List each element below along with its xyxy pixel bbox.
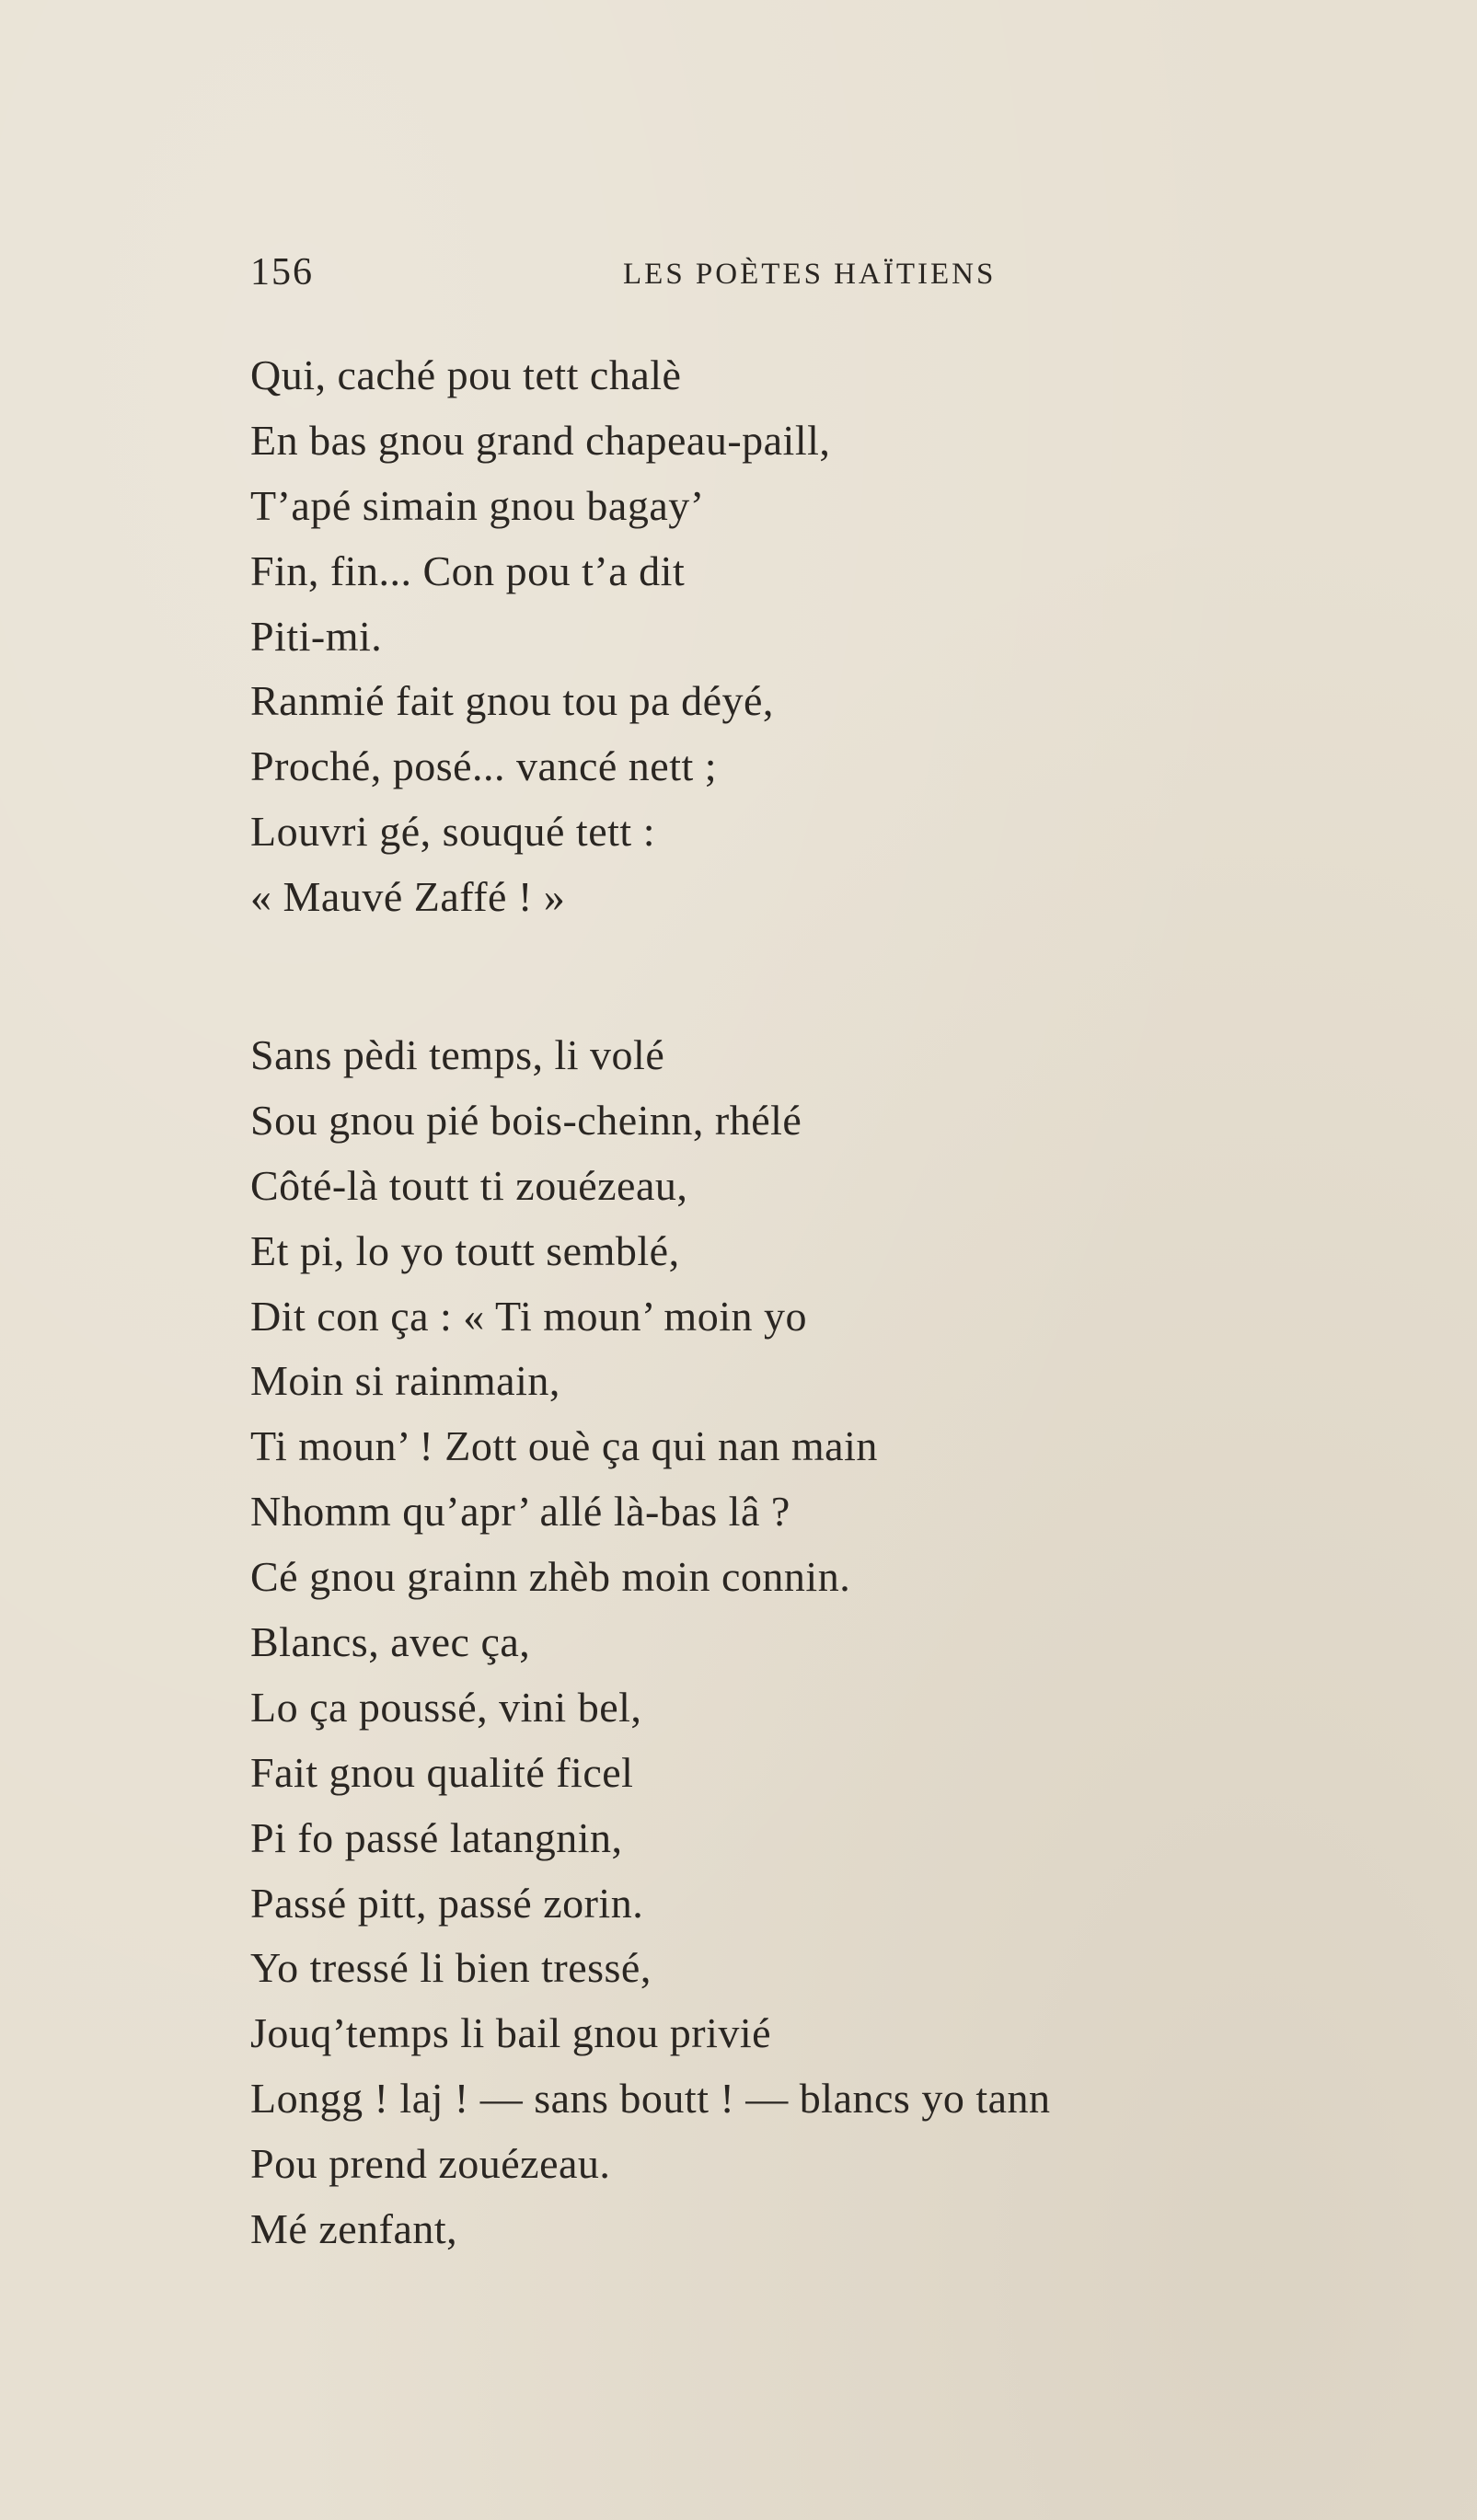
poem-line: Proché, posé... vancé nett ; — [250, 742, 718, 790]
poem-line: Côté-là toutt ti zouézeau, — [250, 1161, 688, 1209]
page-header — [250, 250, 1060, 305]
poem-line: Yo tressé li bien tressé, — [250, 1944, 652, 1992]
running-title: LES POÈTES HAÏTIENS — [623, 258, 997, 291]
poem-line: « Mauvé Zaffé ! » — [250, 873, 566, 921]
poem-line: Pi fo passé latangnin, — [250, 1813, 623, 1861]
poem-line: Jouq’temps li bail gnou privié — [250, 2009, 772, 2057]
poem-line: Louvri gé, souqué tett : — [250, 808, 655, 856]
poem-stanza-2 — [250, 1023, 1051, 2262]
poem-line: Mé zenfant, — [250, 2205, 458, 2253]
poem-stanza-1 — [250, 343, 830, 930]
poem-line: Blancs, avec ça, — [250, 1618, 531, 1666]
poem-line: Moin si rainmain, — [250, 1357, 560, 1405]
poem-line: Longg ! laj ! — sans boutt ! — blancs yo tann — [250, 2075, 1051, 2123]
poem-line: T’apé simain gnou bagay’ — [250, 481, 705, 529]
poem-line: Piti-mi. — [250, 612, 383, 660]
poem-line: Nhomm qu’apr’ allé là-bas lâ ? — [250, 1488, 790, 1536]
poem-line: En bas gnou grand chapeau-paill, — [250, 416, 831, 464]
poem-line: Sou gnou pié bois-cheinn, rhélé — [250, 1096, 802, 1144]
poem-line: Ti moun’ ! Zott ouè ça qui nan main — [250, 1422, 878, 1470]
poem-line: Passé pitt, passé zorin. — [250, 1879, 644, 1927]
poem-line: Cé gnou grainn zhèb moin connin. — [250, 1553, 851, 1601]
poem-line: Et pi, lo yo toutt semblé, — [250, 1226, 680, 1274]
page-number: 156 — [250, 251, 314, 293]
poem-line: Pou prend zouézeau. — [250, 2140, 611, 2188]
poem-line: Lo ça poussé, vini bel, — [250, 1683, 642, 1731]
poem-line: Fin, fin... Con pou t’a dit — [250, 547, 686, 594]
poem-line: Fait gnou qualité ficel — [250, 1748, 634, 1796]
poem-line: Qui, caché pou tett chalè — [250, 351, 682, 398]
poem-line: Dit con ça : « Ti moun’ moin yo — [250, 1292, 807, 1340]
poem-line: Sans pèdi temps, li volé — [250, 1031, 665, 1078]
poem-line: Ranmié fait gnou tou pa déyé, — [250, 677, 774, 725]
